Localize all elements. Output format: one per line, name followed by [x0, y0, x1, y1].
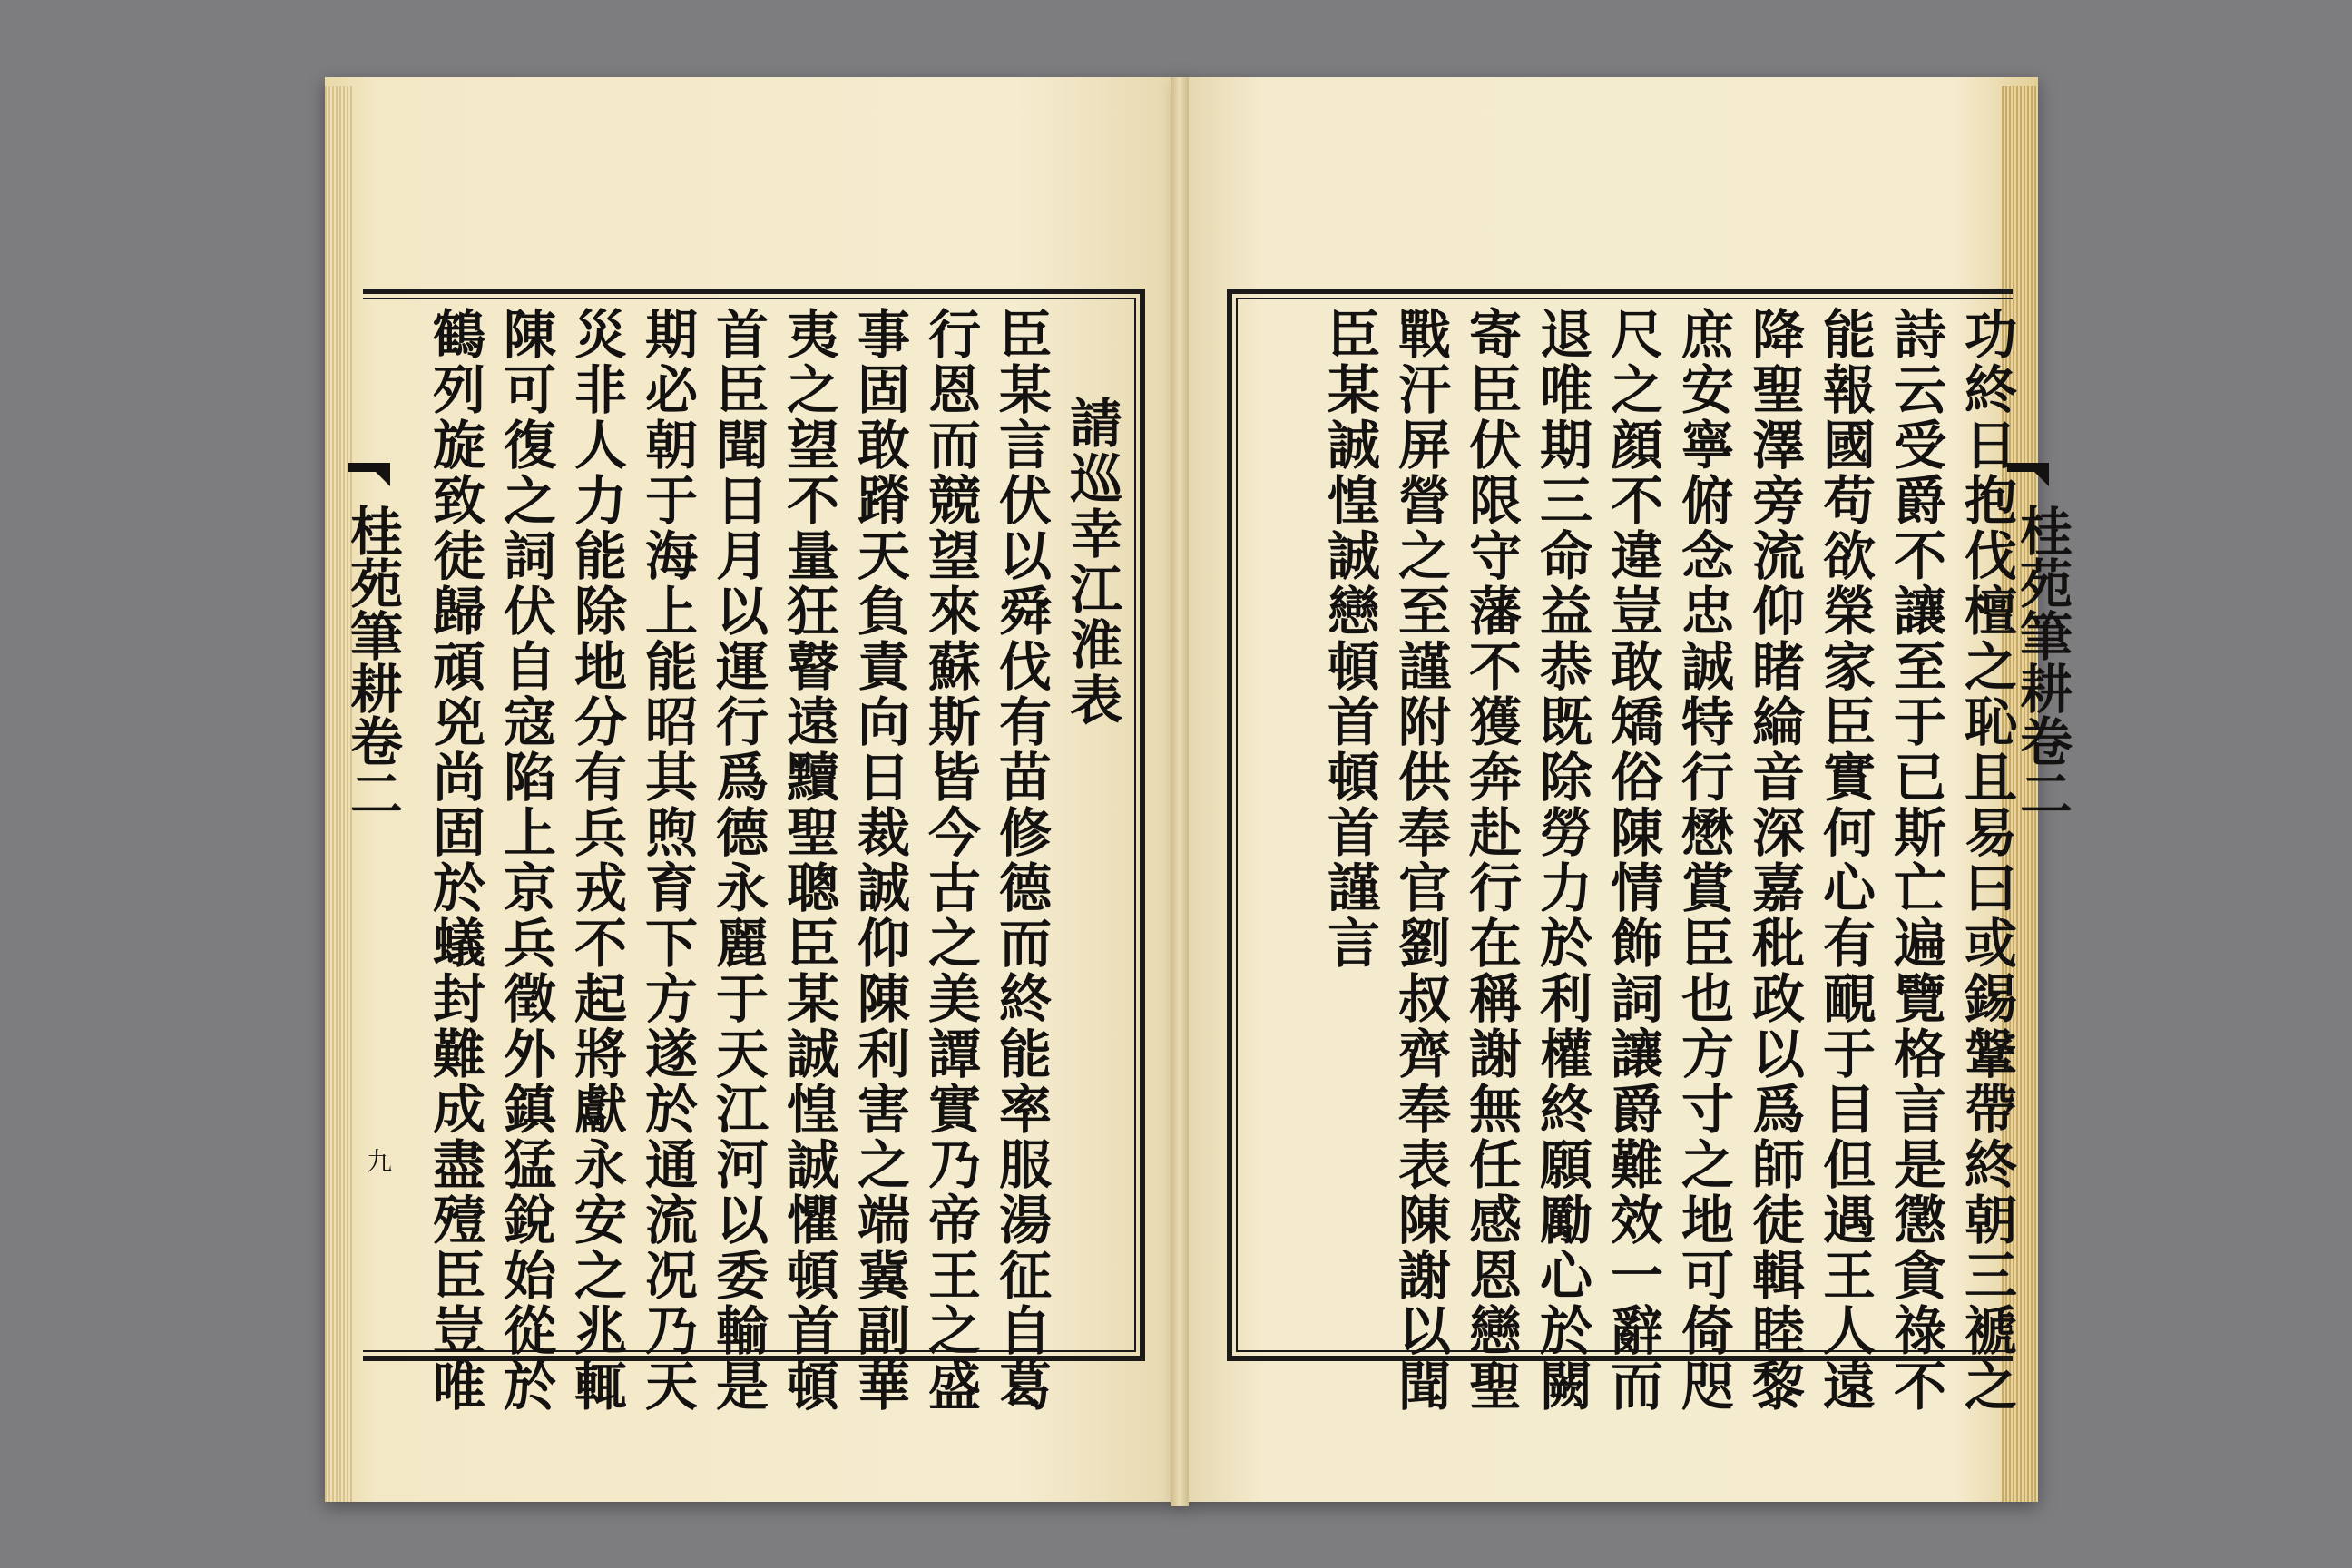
text-column: 行恩而競望來蘇斯皆今古之美譚實乃帝王之盛	[919, 307, 981, 1414]
text-column: 請巡幸江淮表	[1061, 396, 1122, 728]
text-column: 尺之顔不違豈敢矯俗陳情飾詞讓爵難效一辭而	[1602, 307, 1663, 1414]
book-gutter	[1171, 77, 1189, 1506]
left-page-banner: 桂苑筆耕卷二	[341, 504, 403, 819]
text-column: 能報國苟欲榮家臣實何心有靦于目但遇王人遠	[1814, 307, 1876, 1414]
text-column: 臣某誠惶誠戀頓首頓首謹言	[1318, 307, 1380, 971]
right-text-frame	[1227, 289, 2017, 1414]
text-column: 夷之望不量狂瞽遠黷聖聰臣某誠惶誠懼頓首頓	[778, 307, 839, 1414]
right-page-banner: 桂苑筆耕卷二	[2011, 504, 2073, 819]
text-column: 降聖澤旁流仰睹綸音深嘉秕政以爲師徒輯睦黎	[1743, 307, 1805, 1414]
text-column: 戰汗屏營之至謹附供奉官劉叔齊奉表陳謝以聞	[1389, 307, 1451, 1414]
text-column: 陳可復之詞伏自寇陷上京兵徵外鎮猛銳始從於	[495, 307, 556, 1414]
text-column: 災非人力能除地分有兵戎不起將獻永安之兆輒	[565, 307, 627, 1414]
text-column: 詩云受爵不讓至于已斯亡遍覽格言是懲貪祿不	[1885, 307, 1946, 1414]
text-column: 庶安寧俯念忠誠特行懋賞臣也方寸之地可倚咫	[1672, 307, 1734, 1414]
text-column: 功終日抱伐檀之恥且易曰或錫鞶帶終朝三褫之	[1955, 307, 2017, 1414]
page-number: 九	[363, 1148, 393, 1173]
left-text-columns	[419, 307, 1127, 1414]
text-column: 期必朝于海上能昭其煦育下方遂於通流况乃天	[636, 307, 698, 1414]
text-column: 鶴列旋致徒歸頑兇尚固於蟻封難成盡殪臣豈唯	[424, 307, 485, 1414]
open-book	[309, 77, 2073, 1506]
text-column: 寄臣伏限守藩不獲奔赴行在稱謝無任感恩戀聖	[1460, 307, 1522, 1414]
text-column: 臣某言伏以舜伐有苗修德而終能率服湯征自葛	[990, 307, 1052, 1414]
fish-tail-mark-icon	[348, 463, 390, 486]
text-column: 首臣聞日月以運行爲德永麗于天江河以委輸是	[707, 307, 769, 1414]
left-text-frame	[363, 289, 1145, 1414]
fish-tail-mark-icon	[2007, 463, 2049, 486]
right-text-columns	[1314, 307, 2022, 1414]
text-column: 事固敢蹐天負責向日裁誠仰陳利害之端冀副華	[848, 307, 910, 1414]
text-column: 退唯期三命益恭既除勞力於利權終願勵心於闕	[1531, 307, 1592, 1414]
